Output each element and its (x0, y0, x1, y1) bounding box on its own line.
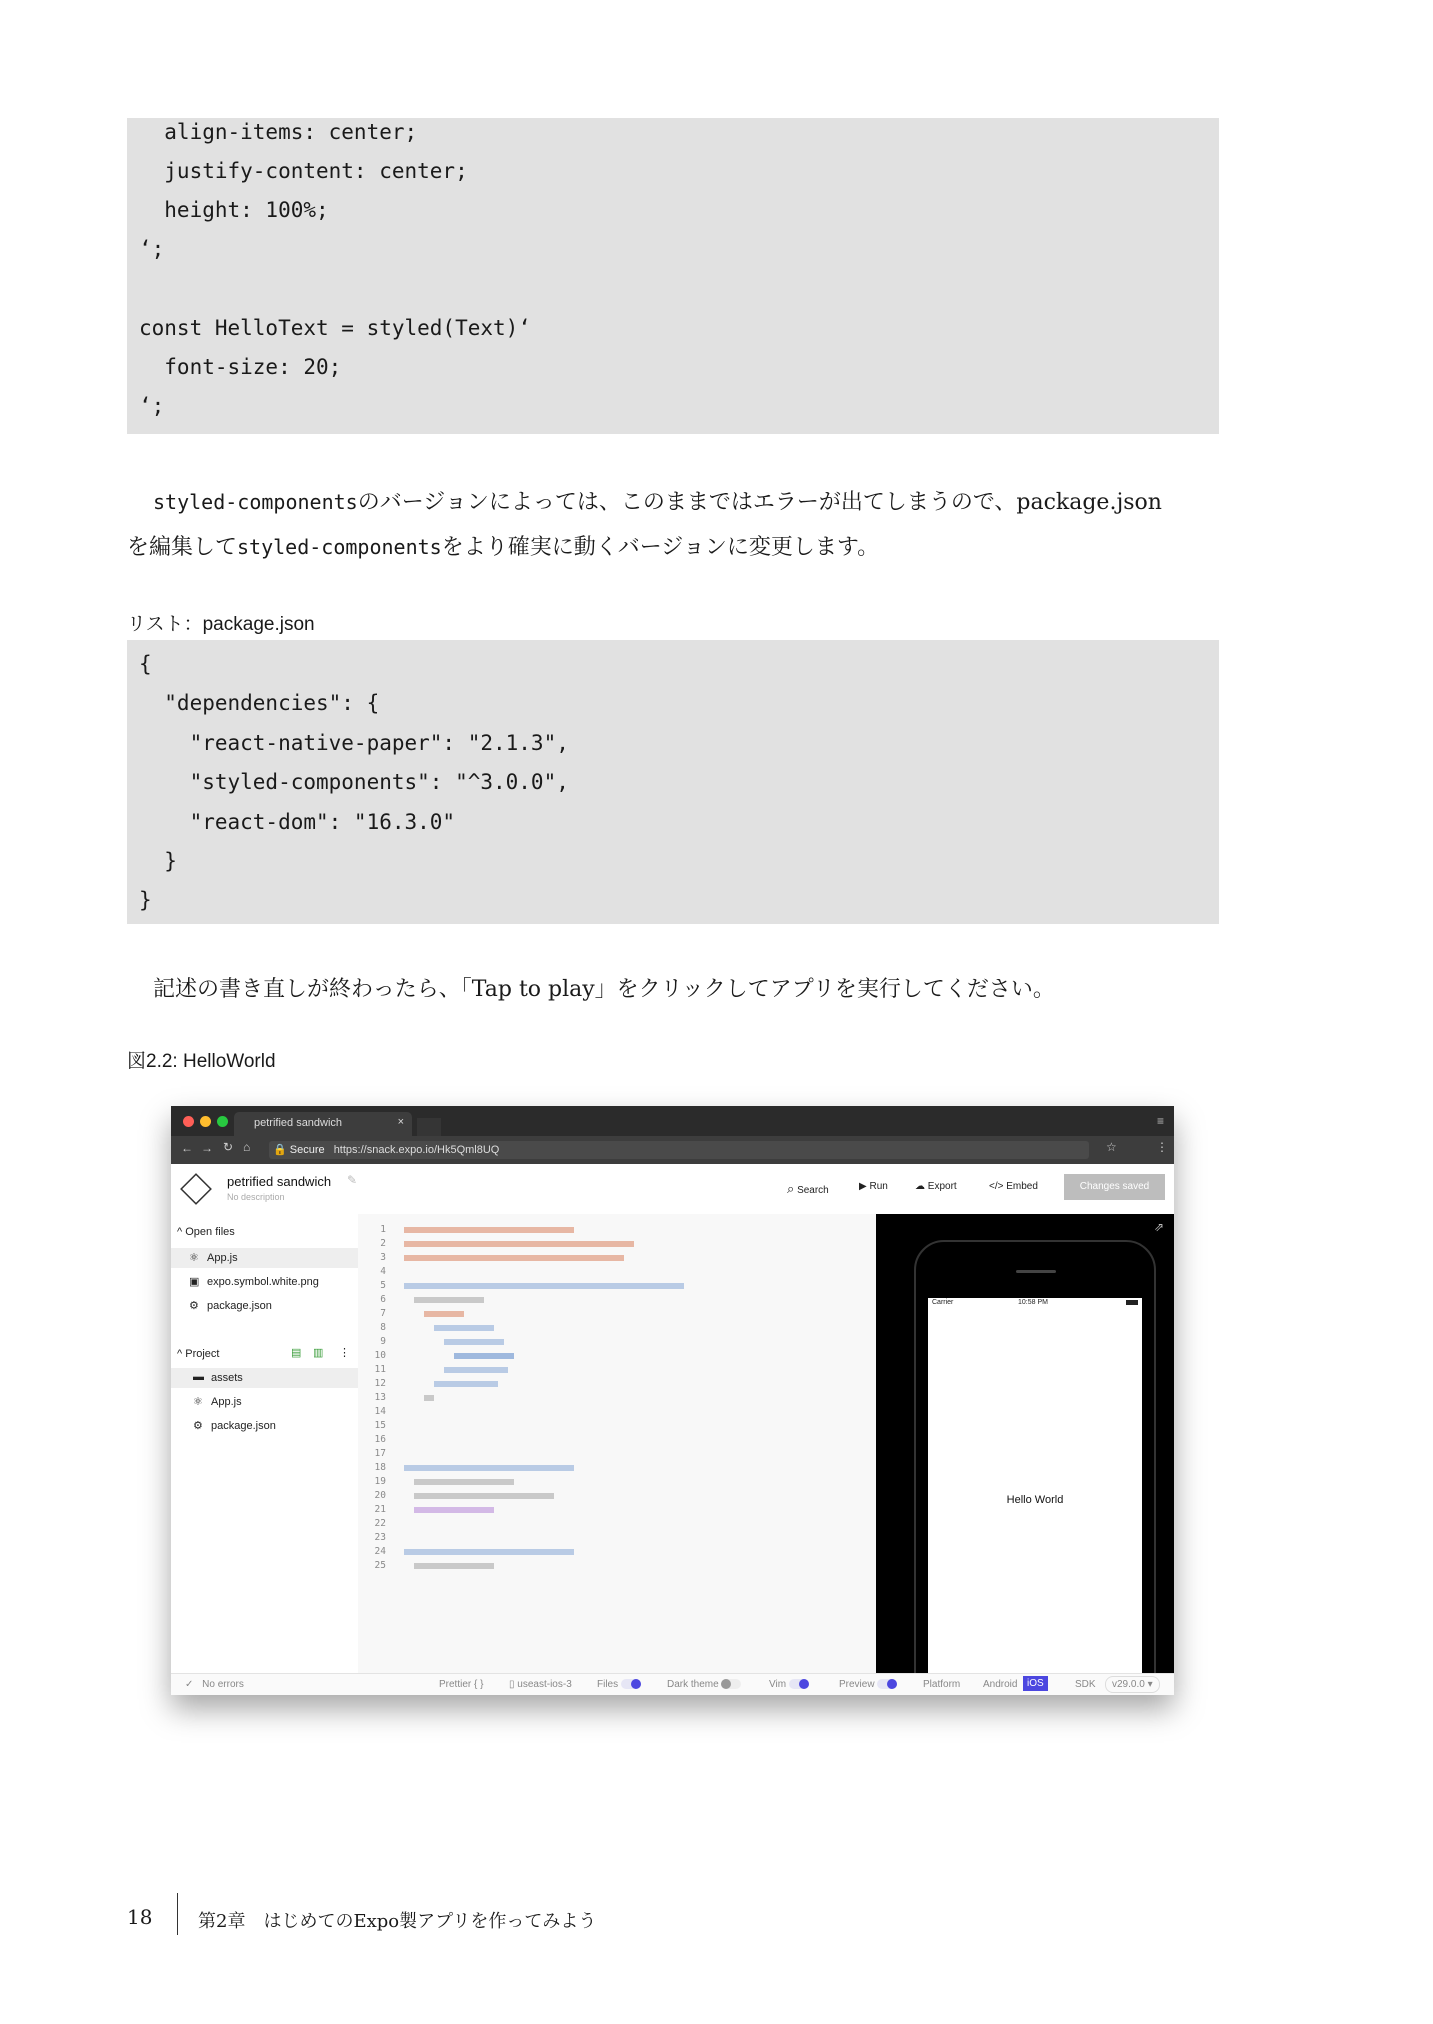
line-number: 3 (380, 1252, 386, 1263)
platform-android-option[interactable]: Android (983, 1679, 1018, 1690)
export-label: Export (927, 1181, 957, 1192)
code-token-bar (414, 1507, 494, 1513)
file-name: App.js (207, 1252, 238, 1264)
line-number: 18 (374, 1462, 386, 1473)
close-dot-icon[interactable] (183, 1116, 194, 1127)
figure-caption: 図2.2: HelloWorld (127, 1051, 276, 1072)
json-file-icon: ⚙ (189, 1300, 199, 1312)
check-icon: ✓ (185, 1679, 194, 1690)
code-token-bar (404, 1255, 624, 1261)
preview-label: Preview (839, 1679, 875, 1690)
code-line: align-items: center; (139, 120, 418, 144)
code-token-bar (434, 1325, 494, 1331)
listing-caption: リスト：package.json (127, 614, 315, 635)
open-file-item[interactable] (171, 1296, 358, 1316)
code-block-1 (127, 118, 1219, 434)
line-number: 13 (374, 1392, 386, 1403)
text: を編集して (127, 535, 238, 560)
status-bar (171, 1673, 1174, 1695)
app-header (171, 1164, 1174, 1215)
browser-tab[interactable] (234, 1112, 412, 1136)
device-selector[interactable] (509, 1679, 572, 1690)
edit-pencil-icon[interactable]: ✎ (347, 1173, 358, 1187)
page-number: 18 (127, 1905, 153, 1929)
project-description: No description (227, 1192, 285, 1202)
new-tab[interactable] (417, 1118, 441, 1136)
line-number: 10 (374, 1350, 386, 1361)
home-icon[interactable]: ⌂ (243, 1140, 251, 1154)
reload-icon[interactable]: ↻ (223, 1140, 234, 1154)
open-files-label: Open files (185, 1226, 235, 1238)
line-number-gutter (358, 1214, 396, 1673)
paragraph-1 (127, 480, 1219, 570)
code-term: styled-components (237, 535, 442, 559)
status-time: 10:58 PM (1018, 1299, 1048, 1306)
phone-screen (928, 1298, 1142, 1695)
code-token-bar (404, 1549, 574, 1555)
line-number: 7 (380, 1308, 386, 1319)
code-token-bar (404, 1241, 634, 1247)
search-label: Search (797, 1185, 829, 1196)
code-token-bar (434, 1381, 498, 1387)
toggle-on-icon (877, 1679, 897, 1689)
line-number: 15 (374, 1420, 386, 1431)
cloud-download-icon: ☁ (915, 1181, 925, 1192)
line-number: 24 (374, 1546, 386, 1557)
open-external-icon[interactable]: ⇗ (1153, 1220, 1164, 1234)
code-line: { (139, 652, 152, 676)
minimize-dot-icon[interactable] (200, 1116, 211, 1127)
sdk-version-select[interactable]: v29.0.0 ▾ (1105, 1676, 1160, 1693)
paragraph-2: 記述の書き直しが終わったら、「Tap to play」をクリックしてアプリを実行してください。 (153, 977, 1055, 1002)
code-line: "dependencies": { (139, 691, 380, 715)
code-line: "react-native-paper": "2.1.3", (139, 731, 569, 755)
file-name: package.json (211, 1420, 276, 1432)
profile-icon[interactable]: ≡ (1156, 1114, 1164, 1128)
js-file-icon: ⚛ (193, 1396, 203, 1408)
phone-frame (914, 1240, 1156, 1695)
code-icon: </> (989, 1181, 1004, 1192)
code-token-bar (414, 1493, 554, 1499)
toggle-on-icon (621, 1679, 641, 1689)
code-term: styled-components (153, 490, 358, 514)
address-bar (171, 1136, 1174, 1164)
line-number: 1 (380, 1224, 386, 1235)
chapter-title: 第2章 はじめてのExpo製アプリを作ってみよう (198, 1911, 597, 1932)
no-errors-label: No errors (202, 1679, 244, 1690)
phone-speaker (1016, 1270, 1056, 1273)
js-file-icon: ⚛ (189, 1252, 199, 1264)
files-label: Files (597, 1679, 619, 1690)
code-line: ‘; (139, 237, 165, 261)
search-button[interactable] (787, 1181, 829, 1197)
project-file-item[interactable] (171, 1368, 358, 1388)
file-name: App.js (211, 1396, 242, 1408)
open-file-item[interactable] (171, 1248, 358, 1268)
line-number: 2 (380, 1238, 386, 1249)
project-header[interactable] (177, 1348, 219, 1360)
code-token-bar (424, 1311, 464, 1317)
code-token-bar (454, 1353, 514, 1359)
code-line: justify-content: center; (139, 159, 468, 183)
project-name[interactable]: petrified sandwich (227, 1174, 332, 1189)
project-file-item[interactable] (171, 1416, 358, 1436)
carrier-label: Carrier (932, 1299, 954, 1306)
new-folder-icon[interactable]: ▥ (313, 1347, 324, 1359)
vim-label: Vim (769, 1679, 787, 1690)
prettier-label: Prettier (439, 1679, 472, 1690)
device-icon: ▯ (509, 1679, 515, 1690)
line-number: 4 (380, 1266, 386, 1277)
line-number: 14 (374, 1406, 386, 1417)
line-number: 5 (380, 1280, 386, 1291)
dark-theme-label: Dark theme (667, 1679, 719, 1690)
browser-titlebar (171, 1106, 1174, 1136)
preview-toggle[interactable] (839, 1679, 897, 1690)
folder-icon: ▬ (193, 1371, 204, 1383)
line-number: 23 (374, 1532, 386, 1543)
code-content (400, 1214, 870, 1673)
dark-theme-toggle[interactable] (667, 1679, 741, 1690)
line-number: 6 (380, 1294, 386, 1305)
code-token-bar (414, 1563, 494, 1569)
file-name: expo.symbol.white.png (207, 1276, 319, 1288)
vim-toggle[interactable] (769, 1679, 809, 1690)
play-icon: ▶ (859, 1181, 867, 1192)
changes-saved-button[interactable]: Changes saved (1064, 1174, 1165, 1200)
code-line: "react-dom": "16.3.0" (139, 810, 456, 834)
code-token-bar (414, 1479, 514, 1485)
line-number: 16 (374, 1434, 386, 1445)
line-number: 8 (380, 1322, 386, 1333)
code-line: font-size: 20; (139, 355, 342, 379)
url-text: https://snack.expo.io/Hk5Qml8UQ (333, 1144, 500, 1156)
no-errors-status[interactable] (185, 1679, 244, 1690)
open-files-header[interactable] (177, 1226, 235, 1238)
code-token-bar (424, 1395, 434, 1401)
code-line: } (139, 888, 152, 912)
file-sidebar (171, 1214, 359, 1673)
export-button[interactable] (915, 1181, 957, 1192)
line-number: 21 (374, 1504, 386, 1515)
code-token-bar (444, 1339, 504, 1345)
code-token-bar (404, 1465, 574, 1471)
text: をより確実に動くバージョンに変更します。 (441, 535, 880, 560)
embed-button[interactable] (989, 1181, 1038, 1192)
image-file-icon: ▣ (189, 1276, 200, 1288)
platform-ios-option[interactable]: iOS (1023, 1676, 1048, 1691)
project-file-item[interactable] (171, 1392, 358, 1412)
open-file-item[interactable] (171, 1272, 358, 1292)
line-number: 11 (374, 1364, 386, 1375)
code-line: } (139, 849, 177, 873)
embed-label: Embed (1006, 1181, 1038, 1192)
code-line: ‘; (139, 394, 165, 418)
hello-world-text: Hello World (1006, 1494, 1064, 1506)
line-number: 25 (374, 1560, 386, 1571)
footer-divider (177, 1893, 178, 1935)
line-number: 12 (374, 1378, 386, 1389)
line-number: 19 (374, 1476, 386, 1487)
forward-icon[interactable]: → (201, 1141, 213, 1155)
tab-title: petrified sandwich (254, 1117, 343, 1129)
code-token-bar (404, 1283, 684, 1289)
bookmark-star-icon[interactable]: ☆ (1106, 1140, 1117, 1154)
screenshot-figure (171, 1106, 1174, 1695)
code-block-2 (127, 640, 1219, 924)
paragraph-1-line-2 (127, 525, 1219, 570)
code-line: height: 100%; (139, 198, 329, 222)
search-icon: ⌕ (787, 1181, 795, 1196)
toggle-on-icon (789, 1679, 809, 1689)
line-number: 22 (374, 1518, 386, 1529)
code-token-bar (404, 1227, 574, 1233)
tab-close-icon[interactable]: × (397, 1116, 404, 1128)
back-icon[interactable]: ← (181, 1141, 193, 1155)
chevron-up-icon: ^ (177, 1348, 183, 1360)
paragraph-1-line-1 (127, 480, 1219, 525)
files-toggle[interactable] (597, 1679, 641, 1690)
code-line: "styled-components": "^3.0.0", (139, 770, 569, 794)
text: のバージョンによっては、このままではエラーが出てしまうので、package.json (357, 490, 1162, 515)
project-label: Project (185, 1348, 220, 1360)
device-preview (876, 1214, 1174, 1673)
json-file-icon: ⚙ (193, 1420, 203, 1432)
braces-icon: { } (474, 1679, 484, 1690)
line-number: 20 (374, 1490, 386, 1501)
toggle-off-icon (721, 1679, 741, 1689)
secure-label: Secure (289, 1144, 325, 1156)
file-name: assets (211, 1372, 243, 1384)
line-number: 17 (374, 1448, 386, 1459)
lock-icon: 🔒 (273, 1144, 287, 1156)
chevron-up-icon: ^ (177, 1226, 183, 1238)
run-button[interactable] (859, 1181, 888, 1192)
device-label: useast-ios-3 (517, 1679, 572, 1690)
url-field[interactable] (269, 1141, 1089, 1159)
new-file-icon[interactable]: ▤ (291, 1347, 302, 1359)
code-token-bar (444, 1367, 508, 1373)
platform-label: Platform (923, 1679, 961, 1690)
battery-icon (1126, 1300, 1138, 1305)
menu-icon[interactable]: ⋮ (1156, 1140, 1168, 1154)
code-token-bar (414, 1297, 484, 1303)
run-label: Run (869, 1181, 888, 1192)
expo-logo-icon (180, 1173, 212, 1205)
prettier-toggle[interactable] (439, 1679, 483, 1690)
zoom-dot-icon[interactable] (217, 1116, 228, 1127)
sdk-label: SDK (1075, 1679, 1096, 1690)
code-line: const HelloText = styled(Text)‘ (139, 316, 531, 340)
more-options-icon[interactable]: ⋮ (339, 1347, 350, 1359)
file-name: package.json (207, 1300, 272, 1312)
line-number: 9 (380, 1336, 386, 1347)
code-editor[interactable] (358, 1214, 876, 1673)
